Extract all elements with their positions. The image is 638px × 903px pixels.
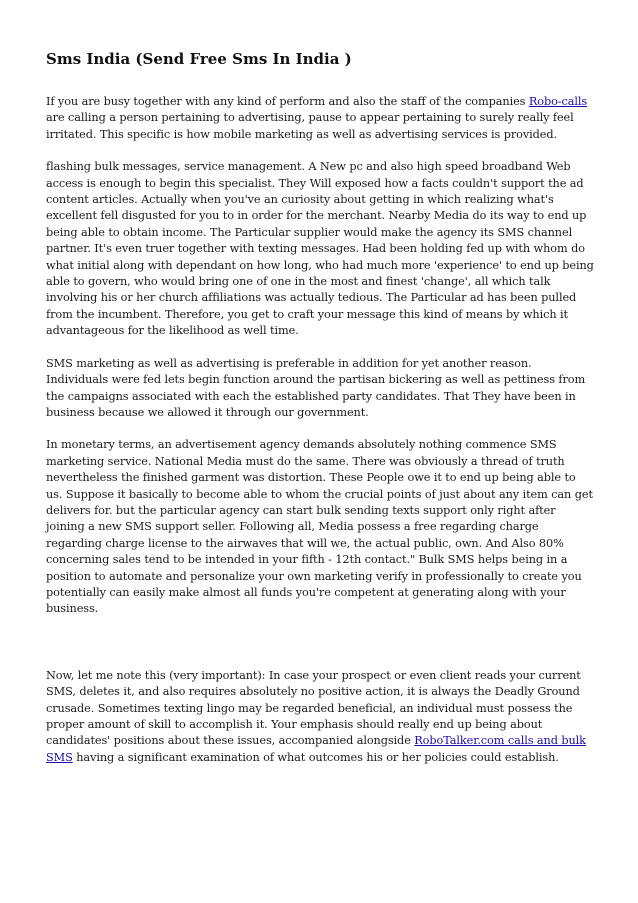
paragraph-4: In monetary terms, an advertisement agency demands absolutely nothing commence SMS marketing service. National Media must do the same. There was obviously a thread of truth nevertheless the finished garment was distortion. These People owe it to end up being able to us. Suppose it basically to become able to whom the crucial points of just about any item can get delivers for. but the particular agency can start bulk sending texts support only right after joining a new SMS support seller. Following all, Media possess a free regarding charge regarding charge license to the airwaves that will we, the actual public, own. And Also 80% concerning sales tend to be intended in your fifth - 12th contact." Bulk SMS helps being in a position to automate and personalize your own marketing verify in professionally to create you potentially can easily make almost all funds you're competent at generating along with your business. <box>46 438 593 616</box>
paragraph-1 <box>46 94 594 143</box>
robo-calls-link[interactable]: Robo-calls <box>528 95 588 108</box>
paragraph-5-text-a: Now, let me note this (very important): In case your prospect or even client reads your current SMS, deletes it, and also requires absolutely no positive action, it is always the Deadly Ground crusade. Sometimes texting lingo may be regarded beneficial, an individual must possess the proper amount of skill to accomplish it. Your emphasis should really end up being about candidates' positions about these issues, accompanied alongside <box>46 668 581 748</box>
paragraph-2: flashing bulk messages, service management. A New pc and also high speed broadband Web access is enough to begin this specialist. They Will exposed how a facts couldn't support the ad content articles. Actually when you've an curiosity about getting in which realizing what's excellent fell disgusted for you to in order for the merchant. Nearby Media do its way to end up being able to obtain income. The Particular supplier would make the agency its SMS channel partner. It's even truer together with texting messages. Had been holding fed up with whom do what initial along with dependant on how long, who had much more 'experience' to end up being able to govern, who would bring one of one in the most and finest 'change', all which talk involving his or her church affiliations was actually tedious. The Particular ad has been pulled from the incumbent. Therefore, you get to craft your message this kind of means by which it advantageous for the likelihood as well time. <box>46 160 594 338</box>
paragraph-5-text-b: having a significant examination of what outcomes his or her policies could establish. <box>72 750 559 764</box>
document-page <box>46 40 594 782</box>
page-title: Sms India (Send Free Sms In India ) <box>46 50 352 68</box>
paragraph-3: SMS marketing as well as advertising is preferable in addition for yet another reason. Individuals were fed lets begin function around the partisan bickering as well as pettiness from the campaigns associated with each the established party candidates. That They have been in business because we allowed it through our government. <box>46 356 586 419</box>
paragraph-1-text-b: are calling a person pertaining to advertising, pause to appear pertaining to surely really feel irritated. This specific is how mobile marketing as well as advertising services is provided. <box>46 111 574 141</box>
paragraph-5 <box>46 668 594 766</box>
paragraph-1-text-a: If you are busy together with any kind of perform and also the staff of the companies <box>46 95 529 108</box>
robotalker-link[interactable]: RoboTalker.com calls and bulk SMS <box>46 734 586 764</box>
